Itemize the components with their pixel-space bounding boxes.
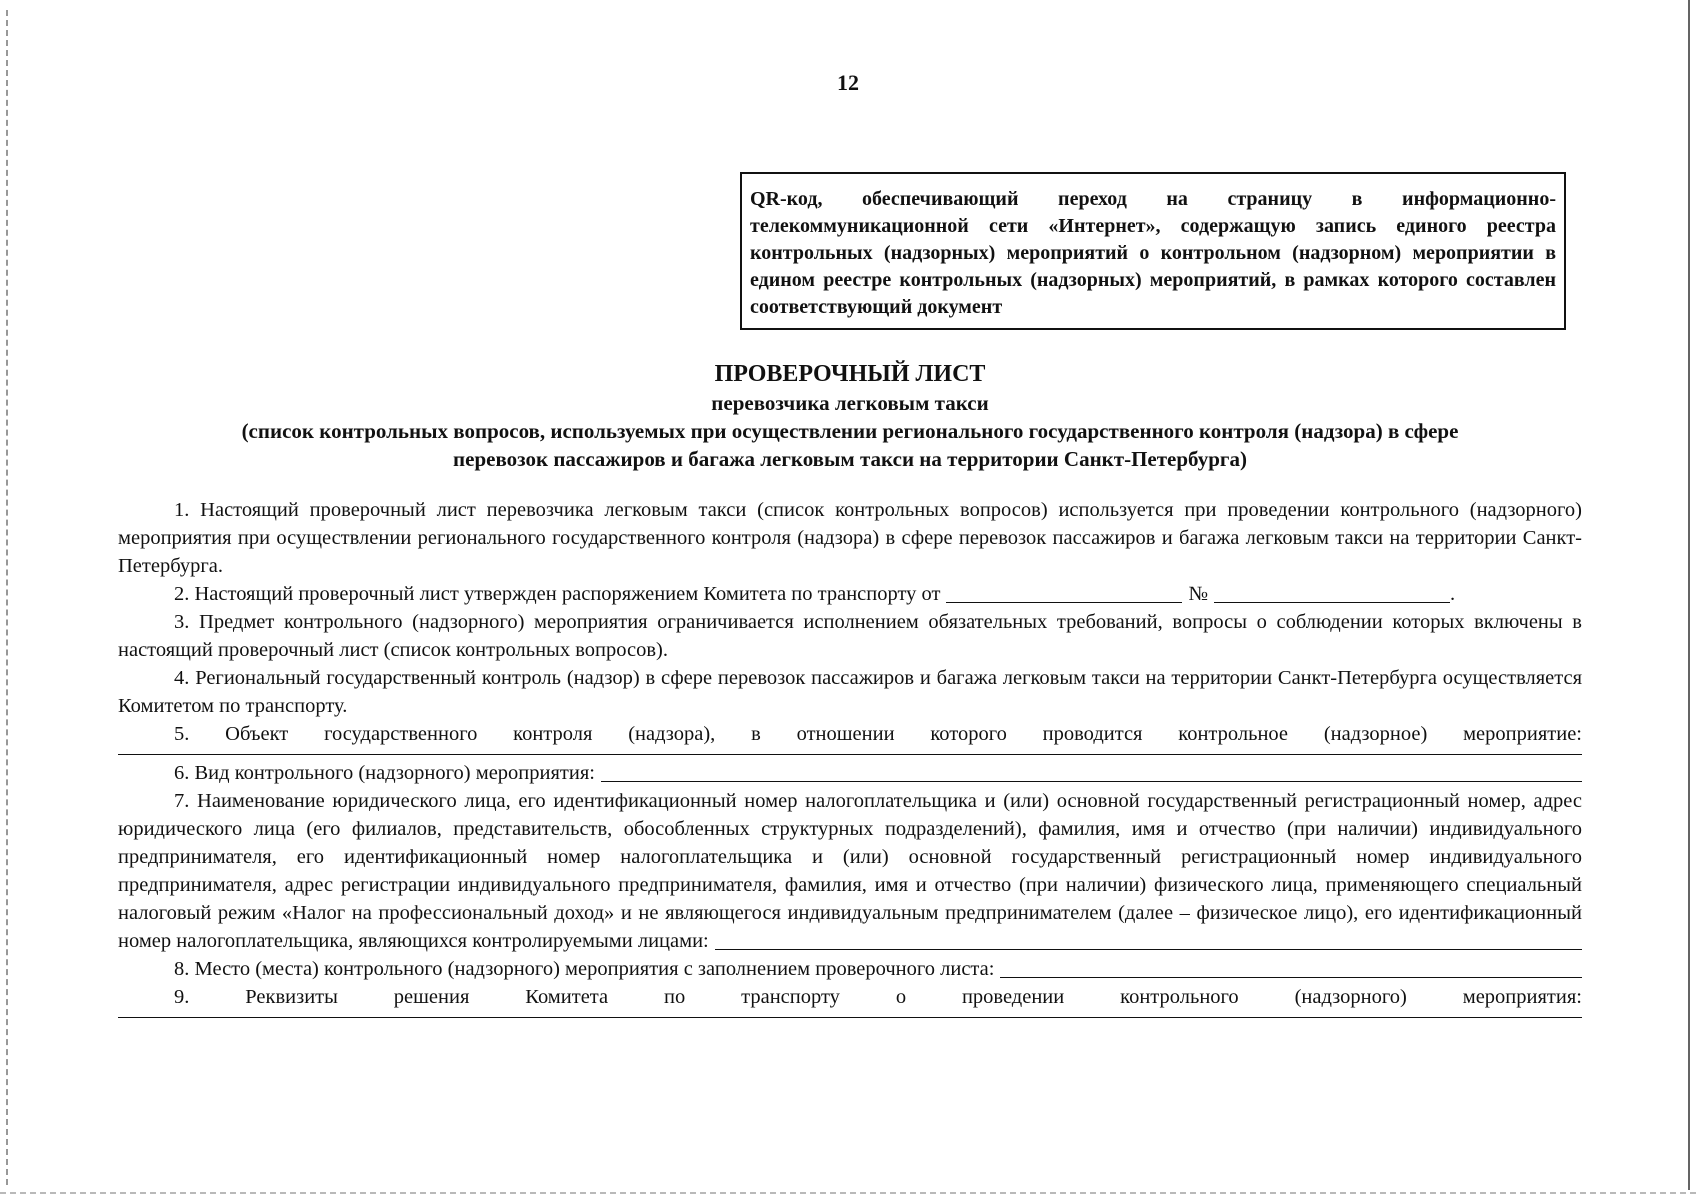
item-8-text: 8. Место (места) контрольного (надзорного) мероприятия с заполнением проверочного листа: xyxy=(174,958,995,980)
document-subtitle: перевозчика легковым такси xyxy=(711,391,989,415)
document-body xyxy=(118,496,1582,1022)
item-9-word: контрольного xyxy=(1120,986,1239,1008)
item-6-text: 6. Вид контрольного (надзорного) мероприятия: xyxy=(174,762,595,784)
item-7-fill-line[interactable] xyxy=(715,931,1582,950)
scan-edge-bottom xyxy=(0,1192,1696,1194)
item-6-fill-line[interactable] xyxy=(601,763,1582,782)
item-9-word: по xyxy=(664,986,686,1008)
item-3: 3. Предмет контрольного (надзорного) мероприятия ограничивается исполнением обязательных требований, вопросы о соблюдении которых включены в настоящий проверочный лист (список контрольных вопросов). xyxy=(118,611,1582,661)
item-5-fill-line[interactable] xyxy=(118,748,1582,755)
item-2-end: . xyxy=(1450,583,1456,605)
item-8-fill-line[interactable] xyxy=(1000,959,1582,978)
qr-box-text: QR-код, обеспечивающий переход на страницу в информационно-телекоммуникационной сети «Интернет», содержащую запись единого реестра контрольных (надзорных) мероприятий о контрольном (надзорном) мероприятии в едином реестре контрольных (надзорных) мероприятий, в рамках которого составлен соответствующий документ xyxy=(750,188,1556,318)
page-number: 12 xyxy=(837,70,859,95)
item-9-word: проведении xyxy=(961,986,1065,1008)
item-2-number-field[interactable] xyxy=(1214,584,1450,603)
qr-code-placeholder-box xyxy=(740,172,1566,330)
item-9-fill-line[interactable] xyxy=(118,1011,1582,1018)
item-9-word: о xyxy=(895,986,907,1008)
item-1: 1. Настоящий проверочный лист перевозчика легковым такси (список контрольных вопросов) используется при проведении контрольного (надзорного) мероприятия при осуществлении регионального государственного контроля (надзора) в сфере перевозок пассажиров и багажа легковым такси на территории Санкт-Петербурга. xyxy=(118,499,1582,577)
item-9-word: мероприятия: xyxy=(1462,986,1582,1008)
item-9-word: 9. xyxy=(174,986,190,1008)
document-description-line-1: (список контрольных вопросов, используемых при осуществлении регионального государственного контроля (надзора) в сфере xyxy=(241,419,1459,443)
item-2-number-sign: № xyxy=(1188,583,1209,605)
item-8 xyxy=(118,955,1582,983)
item-9 xyxy=(118,983,1582,1011)
document-title-block xyxy=(120,358,1580,473)
item-2 xyxy=(118,580,1582,608)
item-9-word: решения xyxy=(393,986,470,1008)
item-2-date-field[interactable] xyxy=(946,584,1182,603)
document-title: ПРОВЕРОЧНЫЙ ЛИСТ xyxy=(714,361,986,387)
item-9-word: Реквизиты xyxy=(245,986,338,1008)
item-9-word: (надзорного) xyxy=(1294,986,1407,1008)
item-9-word: транспорту xyxy=(741,986,840,1008)
scan-edge-right xyxy=(1688,0,1690,1190)
document-description-line-2: перевозок пассажиров и багажа легковым такси на территории Санкт-Петербурга) xyxy=(453,447,1247,471)
item-2-text: 2. Настоящий проверочный лист утвержден распоряжением Комитета по транспорту от xyxy=(174,583,941,605)
item-7-last-text: номер налогоплательщика, являющихся контролируемыми лицами: xyxy=(118,930,709,952)
item-7: 7. Наименование юридического лица, его идентификационный номер налогоплательщика и (или) основной государственный регистрационный номер, адрес юридического лица (его филиалов, представительств, обособленных структурных подразделений), фамилия, имя и отчество (при наличии) индивидуального предпринимателя, его идентификационный номер налогоплательщика и (или) основной государственный регистрационный номер индивидуального предпринимателя, адрес регистрации индивидуального предпринимателя, фамилия, имя и отчество (при наличии) физического лица, применяющего специальный налоговый режим «Налог на профессиональный доход» и не являющегося индивидуальным предпринимателем (далее – физическое лицо), его идентификационный xyxy=(118,790,1582,924)
item-4: 4. Региональный государственный контроль (надзор) в сфере перевозок пассажиров и багажа легковым такси на территории Санкт-Петербурга осуществляется Комитетом по транспорту. xyxy=(118,667,1582,717)
item-9-word: Комитета xyxy=(525,986,609,1008)
item-6 xyxy=(118,759,1582,787)
item-7-last-line xyxy=(118,927,1582,955)
item-5: 5. Объект государственного контроля (надзора), в отношении которого проводится контрольное (надзорное) мероприятие: xyxy=(174,723,1582,745)
scan-edge-left xyxy=(6,10,8,1185)
